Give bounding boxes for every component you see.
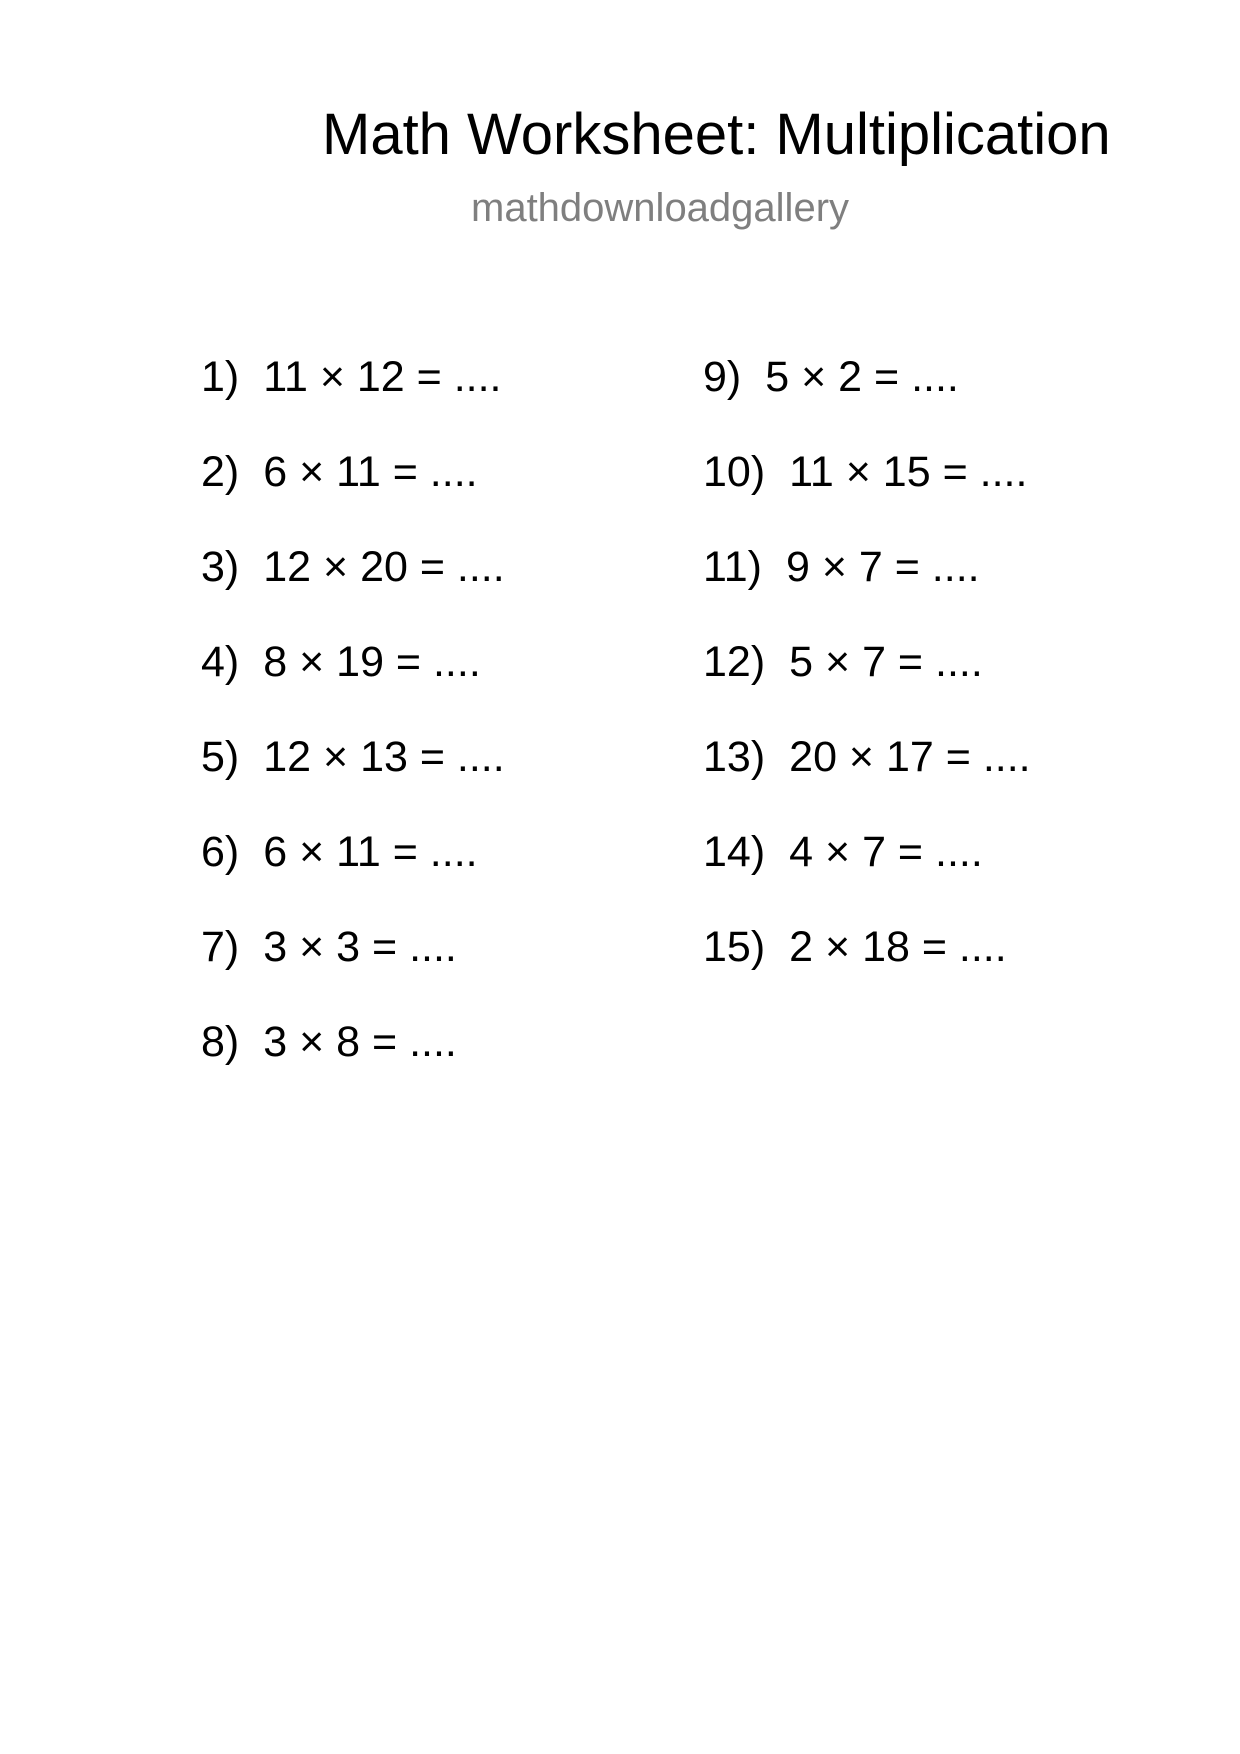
problem-expression: 5 × 7 = .... (789, 638, 983, 686)
problem-expression: 11 × 15 = .... (789, 448, 1028, 496)
problem-expression: 5 × 2 = .... (765, 353, 959, 401)
problem-number: 3) (201, 543, 240, 591)
problem-item (201, 442, 505, 537)
problem-item (703, 442, 1031, 537)
problem-number: 1) (201, 353, 240, 401)
problem-number: 12) (703, 638, 766, 686)
problem-expression: 3 × 3 = .... (263, 923, 457, 971)
problem-item (201, 537, 505, 632)
problem-expression: 2 × 18 = .... (789, 923, 1007, 971)
problem-expression: 12 × 13 = .... (263, 733, 505, 781)
problem-number: 4) (201, 638, 240, 686)
worksheet-title: Math Worksheet: Multiplication (322, 102, 1111, 167)
problem-item (201, 347, 505, 442)
worksheet-subtitle: mathdownloadgallery (471, 186, 850, 230)
problem-number: 9) (703, 353, 742, 401)
problem-expression: 9 × 7 = .... (785, 543, 980, 591)
problem-number: 10) (703, 448, 766, 496)
problem-number: 13) (703, 733, 766, 781)
problem-column-left (201, 347, 505, 1107)
problem-number: 8) (201, 1018, 240, 1066)
problem-expression: 6 × 11 = .... (263, 448, 478, 496)
problem-expression: 4 × 7 = .... (789, 828, 983, 876)
problem-item (703, 917, 1031, 1012)
problem-number: 7) (201, 923, 240, 971)
problem-expression: 3 × 8 = .... (263, 1018, 457, 1066)
problem-number: 15) (703, 923, 766, 971)
problem-item (703, 632, 1031, 727)
problem-number: 11) (703, 543, 762, 591)
problem-column-right (703, 347, 1031, 1012)
problem-number: 2) (201, 448, 240, 496)
problem-item (201, 632, 505, 727)
problem-expression: 6 × 11 = .... (263, 828, 478, 876)
problem-item (201, 822, 505, 917)
problem-number: 14) (703, 828, 766, 876)
problem-expression: 12 × 20 = .... (263, 543, 505, 591)
problem-item (703, 822, 1031, 917)
problem-item (703, 537, 1031, 632)
problem-item (201, 727, 505, 822)
problem-item (201, 1012, 505, 1107)
problem-item (201, 917, 505, 1012)
problem-expression: 11 × 12 = .... (263, 353, 502, 401)
problem-number: 6) (201, 828, 240, 876)
problem-number: 5) (201, 733, 240, 781)
problem-item (703, 727, 1031, 822)
problem-item (703, 347, 1031, 442)
problem-expression: 8 × 19 = .... (263, 638, 481, 686)
problem-expression: 20 × 17 = .... (789, 733, 1031, 781)
